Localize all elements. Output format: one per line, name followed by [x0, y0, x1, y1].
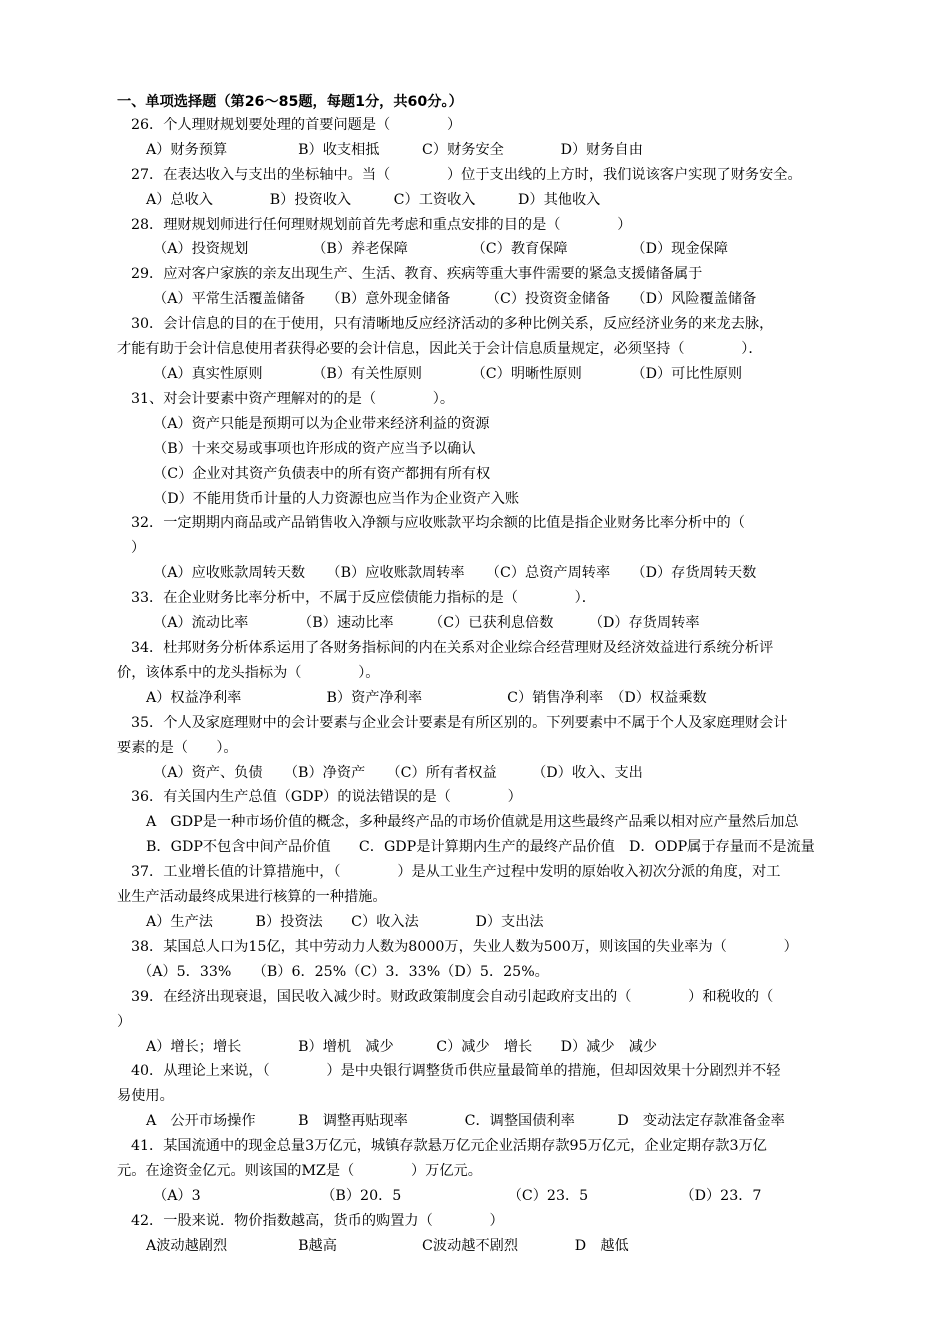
question-30: 30．会计信息的目的在于使用，只有清晰地反应经济活动的多种比例关系，反应经济业务的来龙去脉，	[131, 316, 774, 332]
question-40: 40．从理论上来说，（ ）是中央银行调整货币供应量最简单的措施，但却因效果十分剧烈并不轻	[131, 1063, 781, 1079]
question-38-options: （A）5．33% （B）6．25%（C）3．33%（D）5．25%。	[138, 964, 549, 980]
question-41-cont: 元。在途资金亿元。则该国的MZ是（ ）万亿元。	[117, 1163, 482, 1179]
question-39-options: A）增长；增长 B）增机 减少 C）减少 增长 D）减少 减少	[146, 1039, 658, 1055]
question-27: 27．在表达收入与支出的坐标轴中。当（ ）位于支出线的上方时，我们说该客户实现了财务安全。	[131, 167, 802, 183]
question-36-option-a: A GDP是一种市场价值的概念，多种最终产品的市场价值就是用这些最终产品乘以相对应产量然后加总	[146, 814, 799, 830]
section-title: 一、单项选择题（第26～85题，每题1分，共60分。）	[117, 94, 463, 110]
question-35: 35．个人及家庭理财中的会计要素与企业会计要素是有所区别的。下列要素中不属于个人及家庭理财会计	[131, 715, 788, 731]
question-37-options: A）生产法 B）投资法 C）收入法 D）支出法	[146, 914, 544, 930]
question-32: 32．一定期期内商品或产品销售收入净额与应收账款平均余额的比值是指企业财务比率分析中的（	[131, 515, 745, 531]
question-39-cont: ）	[117, 1014, 132, 1030]
question-28-options: （A）投资规划 （B）养老保障 （C）教育保障 （D）现金保障	[153, 241, 728, 257]
question-29: 29．应对客户家族的亲友出现生产、生活、教育、疾病等重大事件需要的紧急支援储备属于	[131, 266, 703, 282]
question-33: 33．在企业财务比率分析中，不属于反应偿债能力指标的是（ ）．	[131, 590, 596, 606]
question-41: 41．某国流通中的现金总量3万亿元，城镇存款悬万亿元企业活期存款95万亿元，企业定期存款3万亿	[131, 1138, 767, 1154]
question-30-cont: 才能有助于会计信息使用者获得必要的会计信息，因此关于会计信息质量规定，必须坚持（ ）．	[117, 341, 763, 357]
question-35-cont: 要素的是（ ）。	[117, 740, 238, 756]
question-34: 34．杜邦财务分析体系运用了各财务指标间的内在关系对企业综合经营理财及经济效益进行系统分析评	[131, 640, 774, 656]
question-37: 37．工业增长值的计算措施中，（ ）是从工业生产过程中发明的原始收入初次分派的角度，对工	[131, 864, 781, 880]
question-32-cont: ）	[131, 540, 146, 556]
question-38: 38．某国总人口为15亿，其中劳动力人数为8000万，失业人数为500万，则该国的失业率为（ ）	[131, 939, 798, 955]
question-37-cont: 业生产活动最终成果进行核算的一种措施。	[117, 889, 387, 905]
question-31: 31、对会计要素中资产理解对的的是（ ）。	[131, 391, 455, 407]
question-34-options: A）权益净利率 B）资产净利率 C）销售净利率 （D）权益乘数	[146, 690, 707, 706]
question-42-options: A波动越剧烈 B越高 C波动越不剧烈 D 越低	[146, 1238, 629, 1254]
question-35-options: （A）资产、负债 （B）净资产 （C）所有者权益 （D）收入、支出	[153, 765, 643, 781]
question-26: 26．个人理财规划要处理的首要问题是（ ）	[131, 117, 462, 133]
question-32-options: （A）应收账款周转天数 （B）应收账款周转率 （C）总资产周转率 （D）存货周转天数	[153, 565, 757, 581]
question-39: 39．在经济出现衰退，国民收入减少时。财政政策制度会自动引起政府支出的（ ）和税收的（	[131, 989, 774, 1005]
question-40-options: A 公开市场操作 B 调整再贴现率 C．调整国债利率 D 变动法定存款准备金率	[146, 1113, 785, 1129]
question-33-options: （A）流动比率 （B）速动比率 （C）已获利息倍数 （D）存货周转率	[153, 615, 700, 631]
question-29-options: （A）平常生活覆盖储备 （B）意外现金储备 （C）投资资金储备 （D）风险覆盖储备	[153, 291, 757, 307]
question-26-options: A）财务预算 B）收支相抵 C）财务安全 D）财务自由	[146, 142, 643, 158]
question-30-options: （A）真实性原则 （B）有关性原则 （C）明晰性原则 （D）可比性原则	[153, 366, 743, 382]
question-31-option-b: （B）十来交易或事项也许形成的资产应当予以确认	[153, 441, 476, 457]
question-34-cont: 价，该体系中的龙头指标为（ ）。	[117, 665, 380, 681]
question-28: 28．理财规划师进行任何理财规划前首先考虑和重点安排的目的是（ ）	[131, 217, 632, 233]
question-41-options: （A）3 （B）20．5 （C）23．5 （D）23．7	[153, 1188, 762, 1204]
question-31-option-a: （A）资产只能是预期可以为企业带来经济利益的资源	[153, 416, 490, 432]
question-36: 36．有关国内生产总值（GDP）的说法错误的是（ ）	[131, 789, 522, 805]
question-42: 42．一股来说．物价指数越高，货币的购置力（ ）	[131, 1213, 504, 1229]
question-40-cont: 易使用。	[117, 1088, 174, 1104]
question-31-option-d: （D）不能用货币计量的人力资源也应当作为企业资产入账	[153, 491, 520, 507]
question-36-options-bcd: B．GDP不包含中间产品价值 C．GDP是计算期内生产的最终产品价值 D．ODP属于存量而不是流量	[146, 839, 815, 855]
question-31-option-c: （C）企业对其资产负债表中的所有资产都拥有所有权	[153, 466, 491, 482]
question-27-options: A）总收入 B）投资收入 C）工资收入 D）其他收入	[146, 192, 601, 208]
